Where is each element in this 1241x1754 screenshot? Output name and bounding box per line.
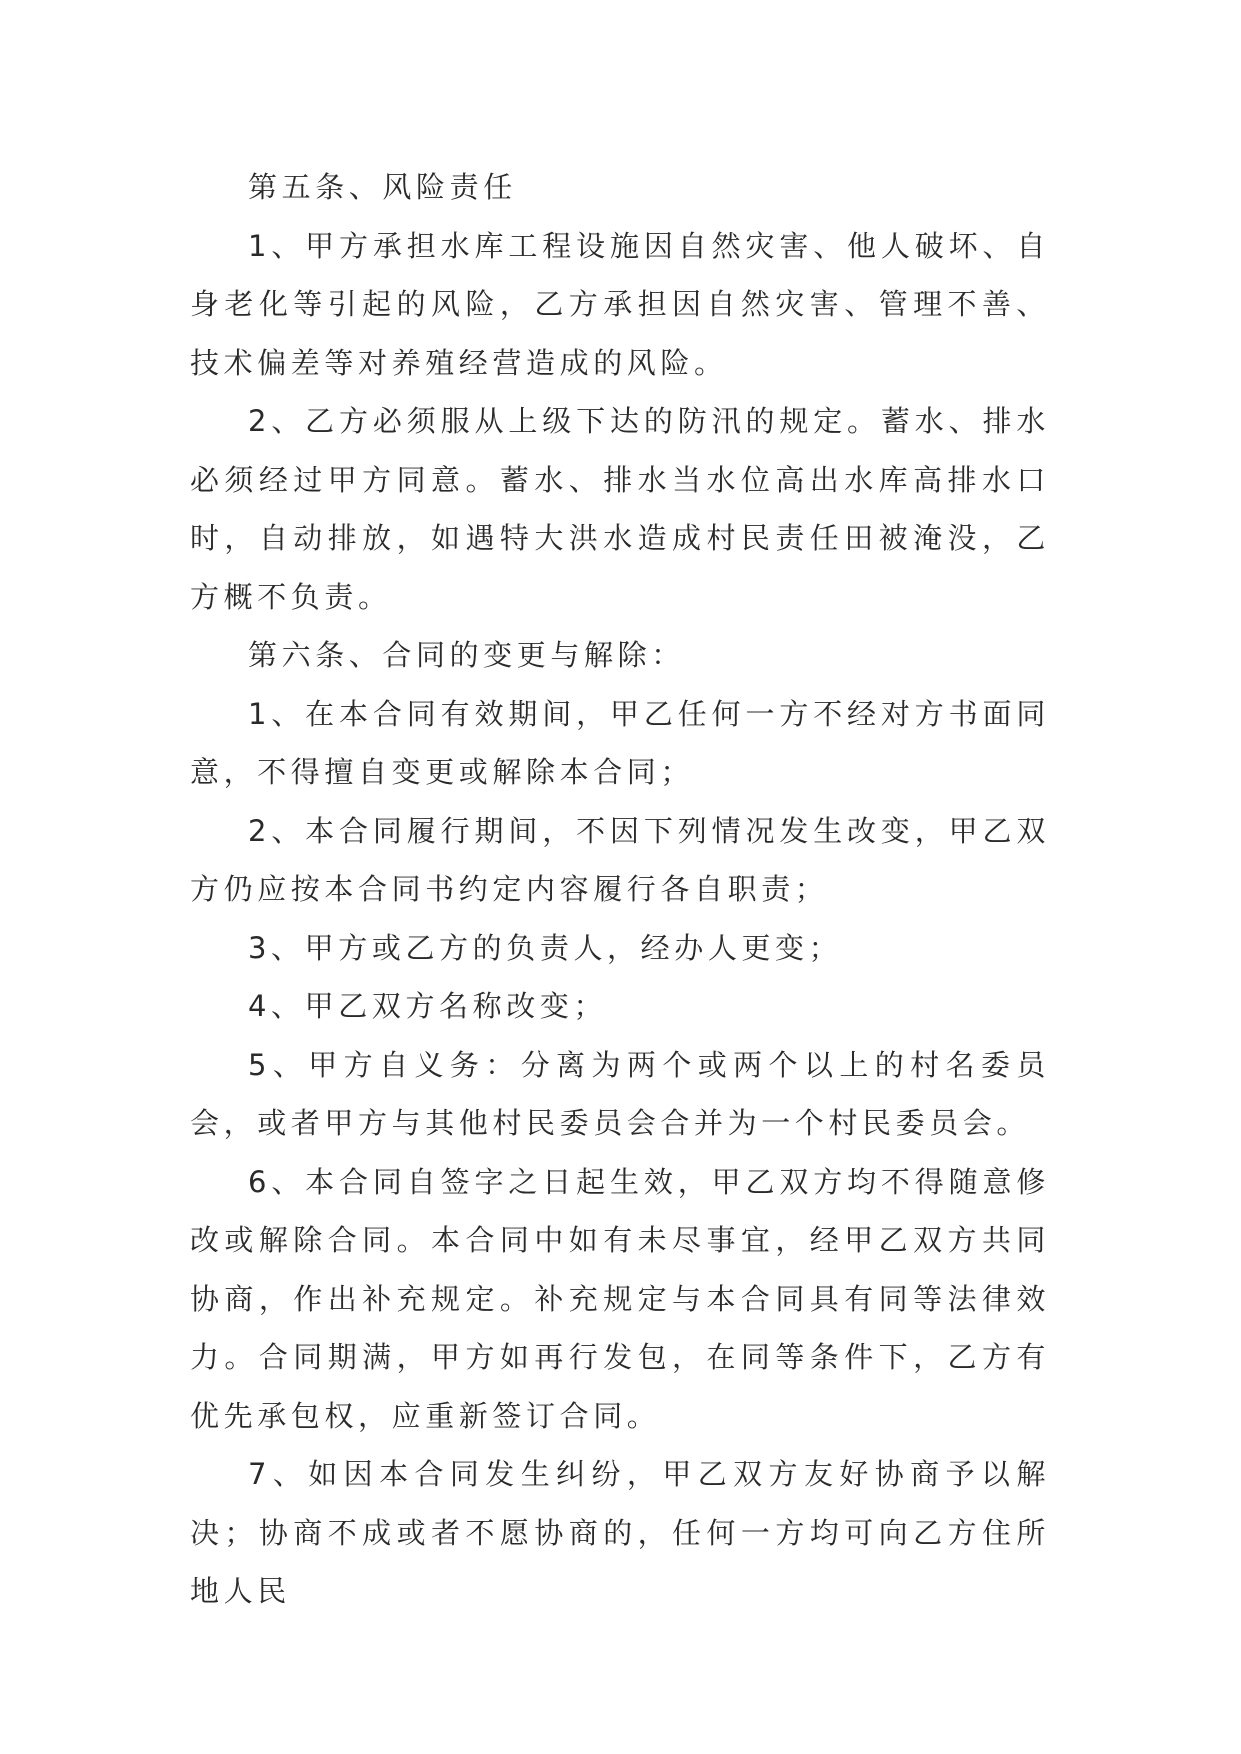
clause-paragraph: 3、甲方或乙方的负责人，经办人更变； — [248, 930, 843, 965]
clause-paragraph: 4、甲乙双方名称改变； — [248, 989, 608, 1023]
clause-paragraph: 6、本合同自签字之日起生效，甲乙双方均不得随意修改或解除合同。本合同中如有未尽事宜，经甲乙双方共同协商，作出补充规定。补充规定与本合同具有同等法律效力。合同期满，甲方如再行发包，在同等条件下，乙方有优先承包权，应重新签订合同。 — [190, 1164, 1050, 1433]
clause-paragraph: 7、如因本合同发生纠纷，甲乙双方友好协商予以解决；协商不成或者不愿协商的，任何一方均可向乙方住所地人民 — [190, 1457, 1050, 1608]
clause-paragraph: 2、乙方必须服从上级下达的防汛的规定。蓄水、排水必须经过甲方同意。蓄水、排水当水位高出水库高排水口时，自动排放，如遇特大洪水造成村民责任田被淹没，乙方概不负责。 — [190, 404, 1050, 614]
section-heading-change: 第六条、合同的变更与解除： — [248, 638, 685, 672]
section-heading-risk: 第五条、风险责任 — [248, 170, 517, 204]
clause-paragraph: 1、在本合同有效期间，甲乙任何一方不经对方书面同意，不得擅自变更或解除本合同； — [190, 696, 1050, 789]
clause-paragraph: 2、本合同履行期间，不因下列情况发生改变，甲乙双方仍应按本合同书约定内容履行各自职责； — [190, 813, 1050, 906]
clause-paragraph: 1、甲方承担水库工程设施因自然灾害、他人破坏、自身老化等引起的风险，乙方承担因自然灾害、管理不善、技术偏差等对养殖经营造成的风险。 — [190, 228, 1050, 380]
document-body — [190, 158, 1050, 1621]
clause-paragraph: 5、甲方自义务：分离为两个或两个以上的村名委员会，或者甲方与其他村民委员会合并为一个村民委员会。 — [190, 1047, 1050, 1140]
